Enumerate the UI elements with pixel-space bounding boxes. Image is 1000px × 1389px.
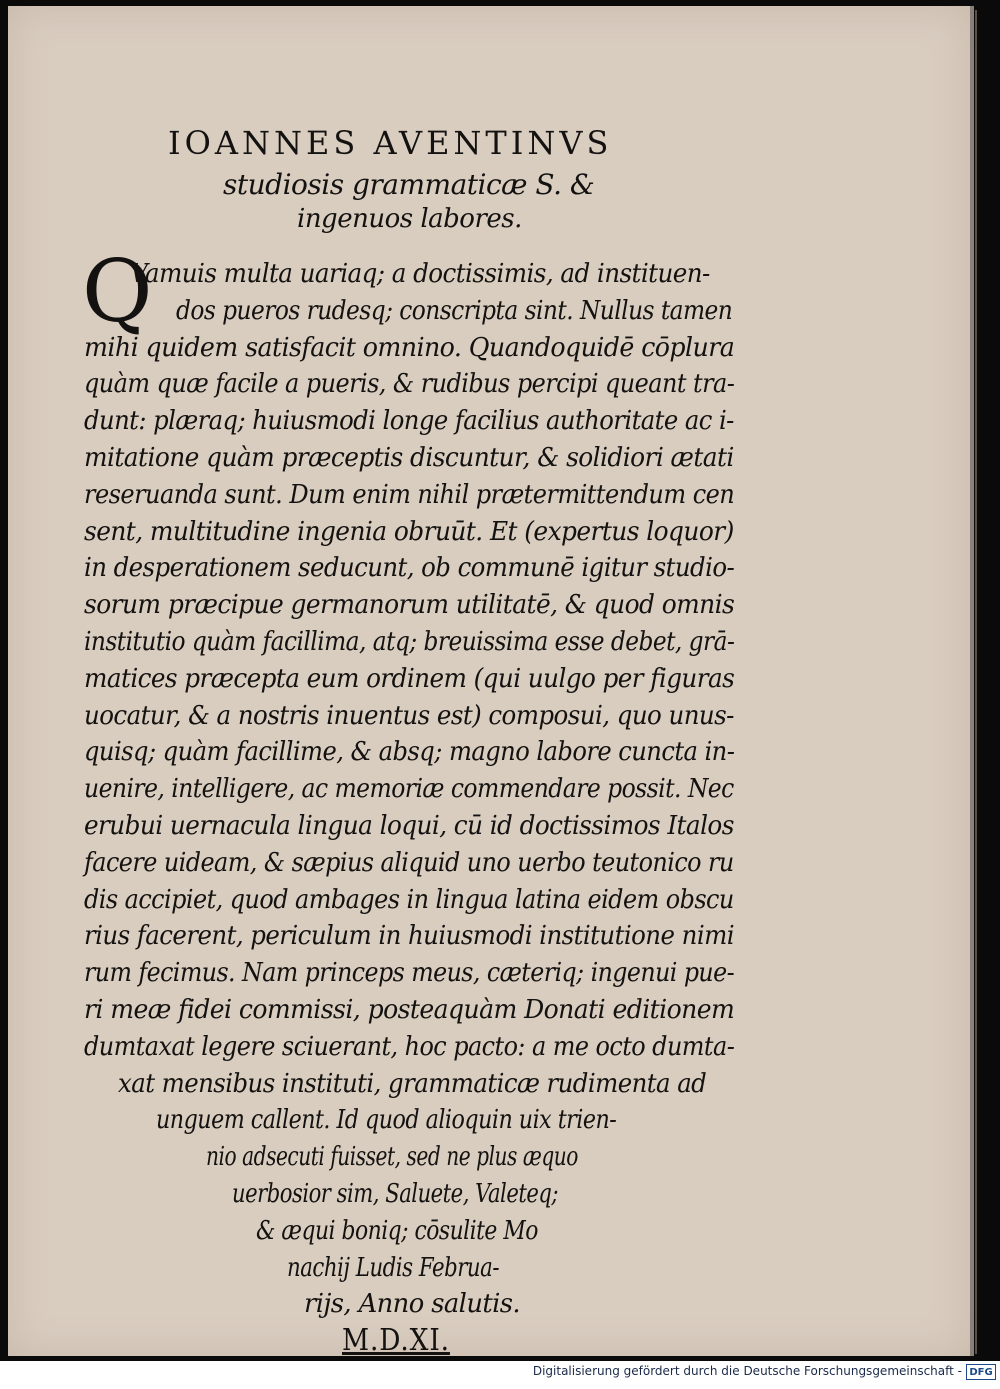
text-line: facere uideam, & sæpius aliquid uno uerbo teutonico ru — [84, 847, 734, 878]
text-line: institutio quàm facillima, atq; breuissima esse debet, grā- — [84, 627, 735, 657]
text-line: uocatur, & a nostris inuentus est) composui, quo unus- — [84, 700, 734, 731]
text-line: ri meæ fidei commissi, posteaquàm Donati editionem — [84, 995, 735, 1025]
text-line: quisq; quàm facillime, & absq; magno labore cuncta in- — [84, 737, 735, 768]
text-line: sent, multitudine ingenia obruūt. Et (expertus loquor) — [84, 516, 734, 547]
text-line: mihi quidem satisfacit omnino. Quandoquidē cōplura — [84, 332, 735, 363]
heading-author: IOANNES AVENTINVS — [168, 124, 613, 162]
book-page — [8, 6, 970, 1359]
text-line: sorum præcipue germanorum utilitatē, & quod omnis — [84, 590, 735, 621]
text-line: dos pueros rudesq; conscripta sint. Nullus tamen — [176, 295, 733, 326]
text-line: dunt: plæraq; huiusmodi longe facilius authoritate ac i- — [84, 406, 734, 437]
text-line: quàm quæ facile a pueris, & rudibus percipi queant tra- — [84, 369, 735, 400]
page-edge — [970, 6, 974, 1356]
text-line: uenire, intelligere, ac memoriæ commendare possit. Nec — [84, 774, 734, 805]
text-line: xat mensibus instituti, grammaticæ rudimenta ad — [118, 1068, 707, 1099]
text-line: mitatione quàm præceptis discuntur, & solidiori ætati — [84, 443, 734, 473]
text-line: in desperationem seducunt, ob communē igitur studio- — [84, 553, 735, 584]
text-line: Vamuis multa uariaq; a doctissimis, ad instituen- — [130, 259, 710, 289]
dfg-logo-icon: DFG — [966, 1364, 996, 1380]
text-line: dumtaxat legere sciuerant, hoc pacto: a me octo dumta- — [84, 1031, 735, 1062]
page-text — [8, 6, 970, 1359]
funding-credit: Digitalisierung gefördert durch die Deutsche Forschungsgemeinschaft - — [532, 1364, 962, 1378]
text-line: rius facerent, periculum in huiusmodi institutione nimi — [84, 921, 734, 952]
text-line: uerbosior sim, Saluete, Valeteq; — [232, 1179, 558, 1209]
text-line: rum fecimus. Nam princeps meus, cæteriq; ingenui pue- — [84, 958, 735, 989]
text-line: erubui uernacula lingua loqui, cū id doctissimos Italos — [84, 811, 734, 841]
drop-capital: Q — [82, 242, 153, 342]
page-edge-shadow — [975, 10, 977, 1354]
text-line: M.D.XI. — [342, 1323, 450, 1359]
text-line: rijs, Anno salutis. — [304, 1289, 521, 1320]
heading-dedication: studiosis grammaticæ S. & — [223, 168, 595, 201]
text-line: & æqui boniq; cōsulite Mo — [256, 1215, 538, 1246]
text-line: matices præcepta eum ordinem (qui uulgo per figuras — [84, 663, 735, 694]
text-line: reseruanda sunt. Dum enim nihil prætermittendum cen — [84, 479, 735, 510]
heading-subtitle: ingenuos labores. — [297, 204, 522, 234]
text-line: nio adsecuti fuisset, sed ne plus æquo — [206, 1142, 578, 1173]
text-line: nachij Ludis Februa- — [287, 1252, 500, 1283]
text-line: unguem callent. Id quod alioquin uix trien- — [156, 1105, 617, 1136]
text-line: dis accipiet, quod ambages in lingua latina eidem obscu — [84, 884, 734, 915]
